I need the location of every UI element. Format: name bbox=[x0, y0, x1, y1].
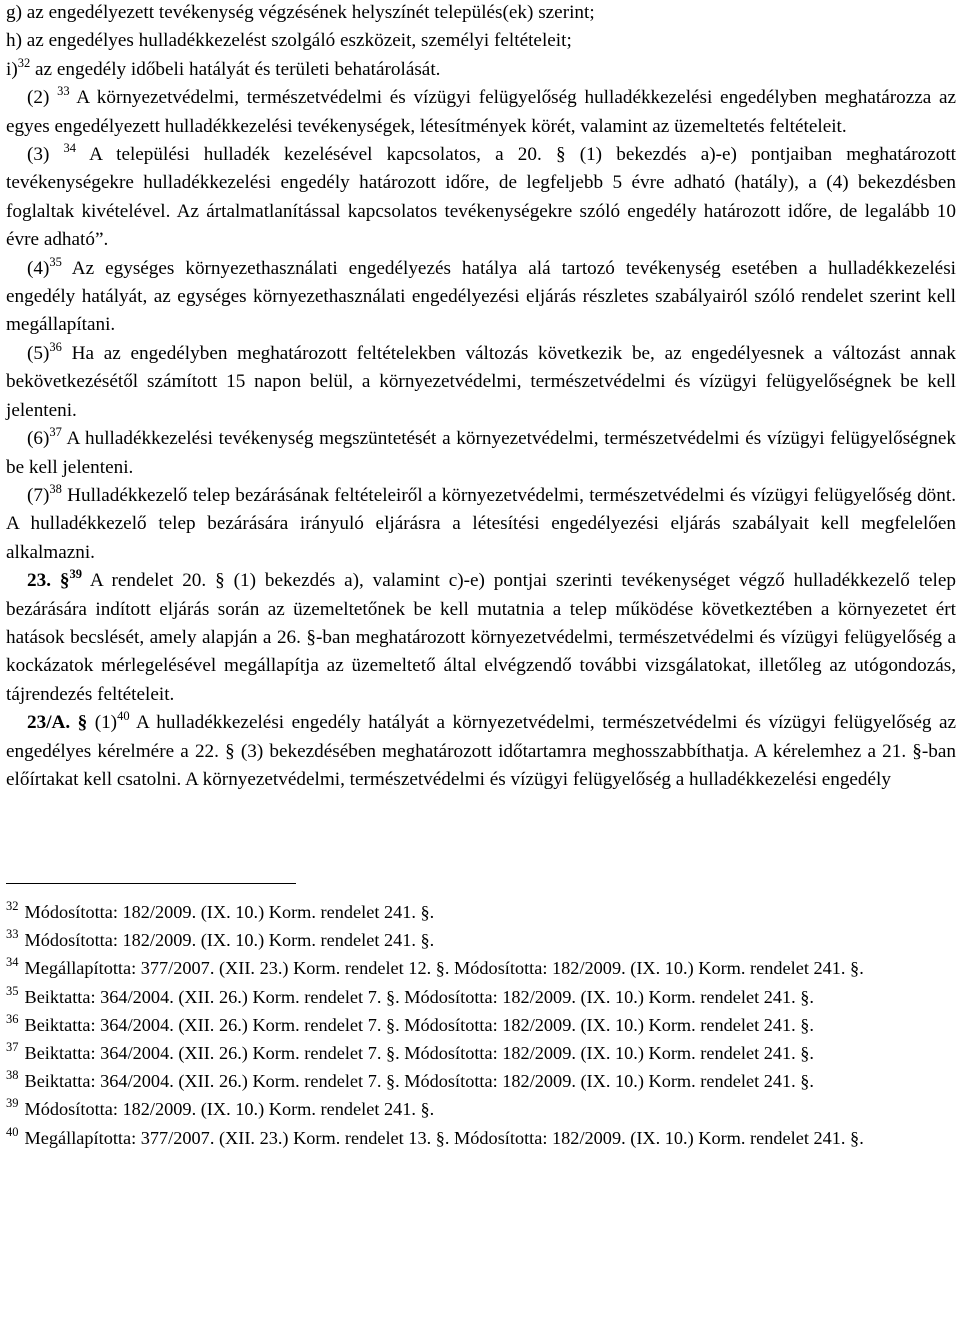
footnote-number: 33 bbox=[6, 927, 19, 942]
paragraph-3-text: A települési hulladék kezelésével kapcsolatos, a 20. § (1) bekezdés a)-e) pontjaiban meghatározott tevékenységekre hulladékkezelési engedély határozott időre, de legfeljebb 5 évre adható (hatály), a (4) bekezdésben foglaltak kivételével. Az ártalmatlanítással kapcsolatos tevékenységekre szóló engedély határozott időre, de legalább 10 évre adható”. bbox=[6, 144, 956, 251]
footnote-ref-37: 37 bbox=[49, 425, 62, 440]
footnote-separator bbox=[6, 883, 296, 884]
line-i-prefix: i) bbox=[6, 58, 18, 80]
footnote-number: 36 bbox=[6, 1011, 19, 1026]
paragraph-7 bbox=[6, 482, 956, 567]
footnote-number: 34 bbox=[6, 955, 19, 970]
footnote-ref-38: 38 bbox=[49, 481, 62, 496]
footnote-ref-35: 35 bbox=[49, 254, 62, 269]
footnote-text: Módosította: 182/2009. (IX. 10.) Korm. rendelet 241. §. bbox=[24, 1099, 435, 1120]
paragraph-5-text: Ha az engedélyben meghatározott feltételekben változás következik be, az engedélyesnek a változást annak bekövetkezésétől számított 15 napon belül, a környezetvédelmi, természetvédelmi és vízügyi felügyelőségnek be kell jelenteni. bbox=[6, 342, 956, 421]
paragraph-5 bbox=[6, 340, 956, 425]
footnote-text: Megállapította: 377/2007. (XII. 23.) Korm. rendelet 12. §. Módosította: 182/2009. (IX. 10.) Korm. rendelet 241. §. bbox=[24, 958, 864, 979]
paragraph-5-prefix: (5) bbox=[27, 342, 50, 364]
footnote-number: 32 bbox=[6, 899, 19, 913]
section-23-sign: § bbox=[50, 570, 70, 592]
section-23a-text: A hulladékkezelési engedély hatályát a környezetvédelmi, természetvédelmi és vízügyi felügyelőség az engedélyes kérelmére a 22. § (3) bekezdésében meghatározott időtartamra meghosszabbíthatja. A kérelemhez a 21. §-ban előírtakat kell csatolni. A környezetvédelmi, természetvédelmi és vízügyi felügyelőség a hulladékkezelési engedély bbox=[6, 712, 956, 790]
paragraph-7-text: Hulladékkezelő telep bezárásának feltételeiről a környezetvédelmi, természetvédelmi és vízügyi felügyelőség dönt. A hulladékkezelő telep bezárására irányuló eljárásra a létesítési engedélyezési eljárás szabályait kell megfelelően alkalmazni. bbox=[6, 484, 956, 563]
section-23a-sign: § bbox=[70, 712, 88, 734]
footnote-ref-34: 34 bbox=[63, 141, 77, 156]
paragraph-7-prefix: (7) bbox=[27, 484, 50, 506]
paragraph-3-prefix: (3) bbox=[27, 144, 64, 166]
footnote-ref-33: 33 bbox=[57, 84, 70, 99]
line-g: g) az engedélyezett tevékenység végzésének helyszínét település(ek) szerint; bbox=[6, 2, 595, 23]
document-page bbox=[6, 0, 956, 794]
footnote-36 bbox=[6, 1011, 936, 1039]
footnote-40 bbox=[6, 1124, 936, 1152]
footnote-34 bbox=[6, 954, 936, 982]
footnote-text: Beiktatta: 364/2004. (XII. 26.) Korm. rendelet 7. §. Módosította: 182/2009. (IX. 10.) Korm. rendelet 241. §. bbox=[24, 1071, 815, 1092]
paragraph-2-prefix: (2) bbox=[27, 87, 58, 109]
footnote-39 bbox=[6, 1095, 936, 1123]
section-23a-prefix: (1) bbox=[87, 712, 118, 734]
paragraph-2-text: A környezetvédelmi, természetvédelmi és vízügyi felügyelőség hulladékkezelési engedélyben meghatározza az egyes engedélyezett hulladékkezelési tevékenységek, létesítmények körét, valamint az üzemeltetés feltételeit. bbox=[6, 87, 956, 137]
paragraph-3 bbox=[6, 141, 956, 255]
footnote-text: Módosította: 182/2009. (IX. 10.) Korm. rendelet 241. §. bbox=[24, 930, 435, 951]
section-23a-number: 23/A. bbox=[27, 712, 71, 734]
footnote-number: 35 bbox=[6, 983, 19, 998]
section-23a bbox=[6, 709, 956, 794]
footnote-text: Beiktatta: 364/2004. (XII. 26.) Korm. rendelet 7. §. Módosította: 182/2009. (IX. 10.) Korm. rendelet 241. §. bbox=[24, 1043, 815, 1064]
paragraph-2 bbox=[6, 84, 956, 141]
section-23-number: 23. bbox=[27, 570, 51, 592]
footnote-text: Módosította: 182/2009. (IX. 10.) Korm. rendelet 241. §. bbox=[24, 902, 435, 922]
footnote-number: 39 bbox=[6, 1096, 19, 1111]
paragraph-4-prefix: (4) bbox=[27, 257, 50, 279]
footnote-35 bbox=[6, 983, 936, 1011]
footnote-33 bbox=[6, 926, 936, 954]
footnote-text: Beiktatta: 364/2004. (XII. 26.) Korm. rendelet 7. §. Módosította: 182/2009. (IX. 10.) Korm. rendelet 241. §. bbox=[24, 1014, 815, 1035]
footnote-32 bbox=[6, 898, 936, 926]
footnote-number: 40 bbox=[6, 1124, 19, 1139]
footnote-37 bbox=[6, 1039, 936, 1067]
footnote-ref-32: 32 bbox=[17, 55, 31, 70]
section-23-text: A rendelet 20. § (1) bekezdés a), valamint c)-e) pontjai szerinti tevékenységet végző hulladékkezelő telep bezárására indított eljárás során az üzemeltetőnek be kell mutatnia a telep működése következtében a környezetet ért hatások becslését, amely alapján a 26. §-ban meghatározott környezetvédelmi, természetvédelmi és vízügyi felügyelőség a kockázatok mérlegelésével megállapítja az üzemeltető által elvégzendő további vizsgálatokat, illetőleg az utógondozás, tájrendezés feltételeit. bbox=[6, 570, 956, 705]
section-23 bbox=[6, 567, 956, 709]
footnote-38 bbox=[6, 1067, 936, 1095]
footnotes bbox=[6, 898, 936, 1152]
footnote-ref-40: 40 bbox=[117, 709, 130, 724]
footnote-number: 38 bbox=[6, 1068, 19, 1083]
footnote-text: Beiktatta: 364/2004. (XII. 26.) Korm. rendelet 7. §. Módosította: 182/2009. (IX. 10.) Korm. rendelet 241. §. bbox=[24, 986, 815, 1007]
line-h: h) az engedélyes hulladékkezelést szolgáló eszközeit, személyi feltételeit; bbox=[6, 30, 572, 52]
footnote-ref-39: 39 bbox=[69, 567, 82, 582]
footnote-number: 37 bbox=[6, 1040, 19, 1055]
paragraph-4-text: Az egységes környezethasználati engedélyezés hatálya alá tartozó tevékenység esetében a hulladékkezelési engedély hatályát, az egységes környezethasználati engedélyezési eljárás részletes szabályairól szóló rendelet szerint kell megállapítani. bbox=[6, 257, 956, 336]
paragraph-6-text: A hulladékkezelési tevékenység megszüntetését a környezetvédelmi, természetvédelmi és vízügyi felügyelőségnek be kell jelenteni. bbox=[6, 428, 956, 478]
line-i-text: az engedély időbeli hatályát és területi behatárolását. bbox=[30, 58, 441, 80]
footnote-ref-36: 36 bbox=[49, 339, 62, 354]
footnote-text: Megállapította: 377/2007. (XII. 23.) Korm. rendelet 13. §. Módosította: 182/2009. (IX. 10.) Korm. rendelet 241. §. bbox=[24, 1127, 864, 1148]
paragraph-4 bbox=[6, 255, 956, 340]
paragraph-6-prefix: (6) bbox=[27, 428, 50, 450]
line-i bbox=[6, 56, 956, 84]
paragraph-6 bbox=[6, 425, 956, 482]
